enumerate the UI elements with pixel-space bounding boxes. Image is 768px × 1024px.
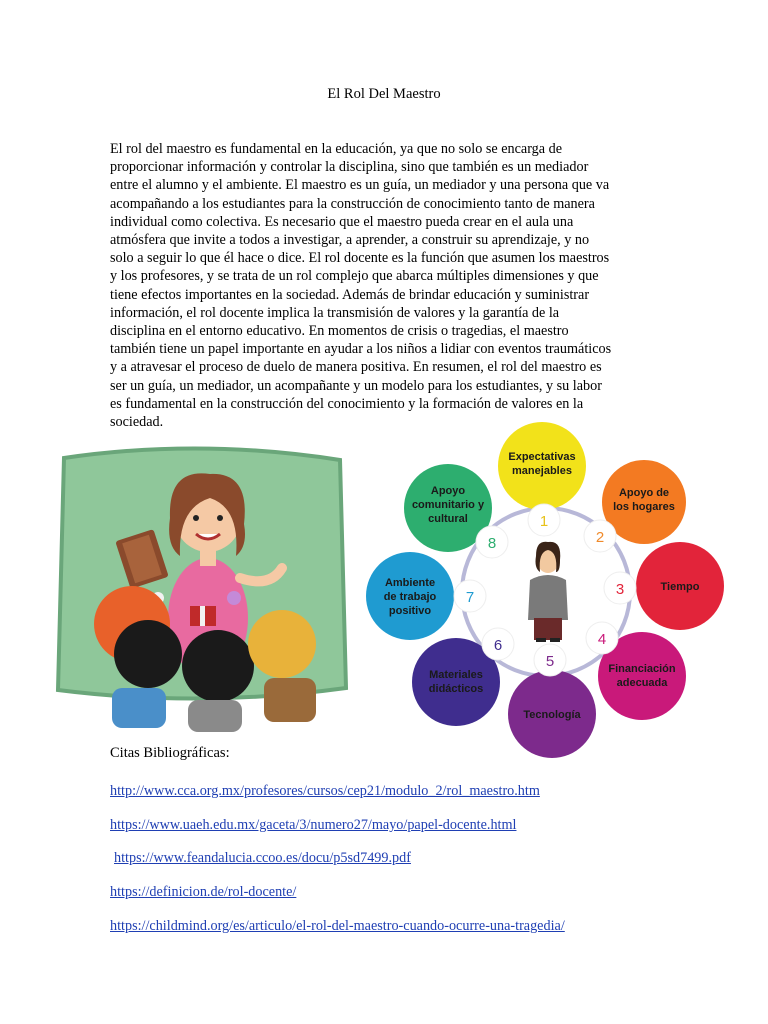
teacher-figure bbox=[528, 542, 568, 642]
body-line: individual como colectiva. Es necesario que el maestro pueda crear en el aula una bbox=[110, 213, 574, 230]
body-line: es fundamental en la construcción del conocimiento y la formación de valores en la bbox=[110, 395, 584, 412]
body-line: información, el rol docente implica la transmisión de valores y la garantía de la bbox=[110, 304, 560, 321]
body-line: solo a seguir lo que él hace o dice. El rol docente es la función que asumen los maestros bbox=[110, 250, 610, 267]
factor-4-label-line1: Financiación bbox=[608, 663, 676, 675]
body-line: tiene efectos importantes en la sociedad. Además de brindar educación y suministrar bbox=[110, 286, 590, 303]
factor-7-label-line2: de trabajo bbox=[383, 591, 437, 603]
body-line: acompañando a los estudiantes para la construcción de conocimiento tanto de manera bbox=[110, 195, 595, 212]
body-line: ser un guía, un mediador, un acompañante y un modelo para los estudiantes, y su labor bbox=[110, 377, 602, 394]
citation-link[interactable]: https://childmind.org/es/articulo/el-rol-del-maestro-cuando-ocurre-una-tragedia/ bbox=[110, 918, 565, 934]
body-line: El rol del maestro es fundamental en la educación, ya que no solo se encarga de bbox=[110, 141, 562, 157]
citation-link[interactable]: https://www.feandalucia.ccoo.es/docu/p5sd7499.pdf bbox=[114, 850, 411, 866]
factor-6 bbox=[412, 628, 514, 726]
factor-5-label: Tecnología bbox=[523, 709, 581, 721]
factor-2-label-line2: los hogares bbox=[613, 501, 675, 513]
body-paragraph bbox=[110, 140, 666, 431]
factor-5-number: 5 bbox=[545, 653, 555, 670]
citations-heading: Citas Bibliográficas: bbox=[110, 745, 230, 761]
citation-link[interactable]: https://www.uaeh.edu.mx/gaceta/3/numero27/mayo/papel-docente.html bbox=[110, 817, 517, 833]
document-title: El Rol Del Maestro bbox=[327, 86, 441, 102]
factor-8-number: 8 bbox=[487, 535, 497, 552]
factor-5 bbox=[508, 644, 596, 758]
factor-3-label: Tiempo bbox=[660, 581, 700, 593]
factor-4 bbox=[586, 622, 686, 720]
factor-8-label-line1: Apoyo bbox=[430, 485, 466, 497]
teacher-children-illustration bbox=[50, 438, 352, 732]
factor-6-label-line1: Materiales bbox=[429, 669, 483, 681]
body-line: también tiene un papel importante en ayudar a los niños a lidiar con eventos traumáticos bbox=[110, 341, 612, 358]
factor-7-label-line1: Ambiente bbox=[384, 577, 436, 589]
citation-link[interactable]: http://www.cca.org.mx/profesores/cursos/cep21/modulo_2/rol_maestro.htm bbox=[110, 783, 540, 799]
factor-3-number: 3 bbox=[615, 581, 625, 598]
factor-4-number: 4 bbox=[597, 631, 607, 648]
body-line: sociedad. bbox=[110, 414, 164, 431]
factor-6-number: 6 bbox=[493, 637, 503, 654]
factor-1-label-line2: manejables bbox=[512, 465, 572, 477]
factor-4-label-line2: adecuada bbox=[616, 677, 668, 689]
factor-7-number: 7 bbox=[465, 589, 475, 606]
factor-7-label-line3: positivo bbox=[388, 605, 432, 617]
factor-1-number: 1 bbox=[539, 513, 549, 530]
body-line: entre el alumno y el ambiente. El maestro es un guía, un mediador y una persona que va bbox=[110, 177, 610, 194]
body-line: disciplina en el entorno educativo. En momentos de crisis o tragedias, el maestro bbox=[110, 323, 569, 340]
factor-1-label-line1: Expectativas bbox=[508, 451, 576, 463]
body-line: y a atravesar el proceso de duelo de manera positiva. En resumen, el rol del maestro es bbox=[110, 359, 602, 376]
factors-wheel-diagram bbox=[364, 420, 728, 760]
body-line: y los profesores, y se trata de un rol complejo que abarca múltiples dimensiones y que bbox=[110, 268, 599, 285]
factor-2-number: 2 bbox=[595, 529, 605, 546]
factor-1 bbox=[498, 422, 586, 536]
factor-8-label-line3: cultural bbox=[428, 513, 468, 525]
body-line: atmósfera que invite a todos a investigar, a aprender, a construir su aprendizaje, y no bbox=[110, 232, 590, 249]
factor-2-label-line1: Apoyo de bbox=[618, 487, 670, 499]
factor-2 bbox=[584, 460, 686, 552]
body-line: proporcionar información y controlar la disciplina, sino que también es un mediador bbox=[110, 159, 589, 176]
factor-6-label-line2: didácticos bbox=[428, 683, 484, 695]
factor-8-label-line2: comunitario y bbox=[411, 499, 485, 511]
factor-8 bbox=[404, 464, 508, 558]
citation-link[interactable]: https://definicion.de/rol-docente/ bbox=[110, 884, 297, 900]
